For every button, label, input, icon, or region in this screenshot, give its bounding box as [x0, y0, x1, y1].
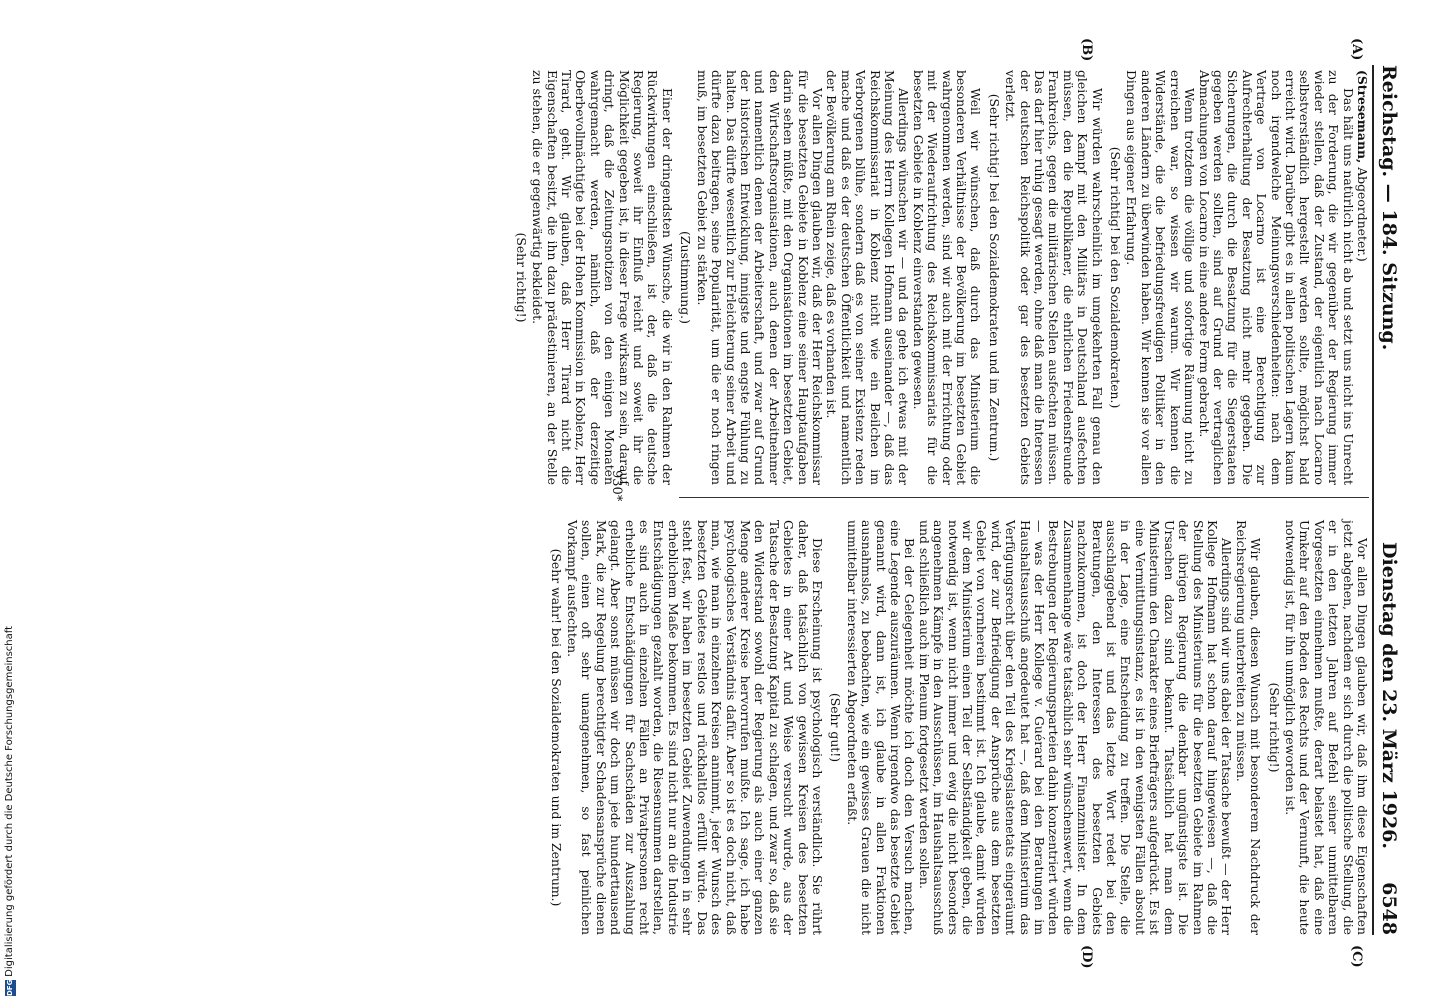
dfg-logo: DFG	[6, 979, 14, 996]
margin-mark-d: (D)	[1079, 945, 1094, 969]
margin-mark-b: (B)	[1079, 38, 1094, 62]
margin-mark-a: (A)	[1349, 38, 1364, 61]
side-note-text: Digitalisierung gefördert durch die Deutsche Forschungsgemeinschaft	[4, 625, 15, 977]
paragraph: Wenn trotzdem die völlige und sofortige Räumung nicht zu erreichen war, so wissen wir warum. Wir kennen die Widerstände, die die befriedungsfreudigen Politiker in den anderen Ländern zu überwinden haben. Wir kennen sie vor allen Dingen aus eigener Erfahrung.	[1124, 70, 1198, 485]
footer-number: 930*	[609, 470, 624, 502]
margin-mark-c: (C)	[1349, 945, 1364, 968]
paragraph: Weil wir wünschen, daß durch das Ministerium die besonderen Verhältnisse der Bevölkerung im besetzten Gebiet wahrgenommen werden, sind wir auch mit der Errichtung oder mit der Wiederaufrichtung des Reichskommissariats für die besetzten Gebiete in Koblenz einverstanden gewesen.	[910, 70, 984, 485]
column-divider	[679, 497, 1369, 498]
side-note	[4, 626, 16, 996]
interjection: (Sehr richtig!)	[513, 232, 529, 323]
right-column	[544, 520, 1369, 935]
paragraph: Bei der Gelegenheit möchte ich doch den Versuch machen, eine Legende auszuräumen. Wenn irgendwo das besetzte Gebiet genannt wird, dann ist, ich glaube in allen Fraktionen ausnahmslos, zu beobachten, wie ein gewisses Grauen die nicht unmittelbar interessierten Abgeordneten erfaßt.	[844, 520, 918, 935]
interjection: (Sehr richtig! bei den Sozialdemokraten.)	[1108, 146, 1124, 409]
page-number: 6548	[1378, 882, 1400, 935]
paragraph: Allerdings sind wir uns dabei der Tatsache bewußt — der Herr Kollege Hofmann hat schon darauf hingewiesen —, daß die Stellung des Ministeriums für die besetzten Gebiete im Rahmen der übrigen Regierung die denkbar ungünstigste ist. Die Ursachen dazu sind bekannt. Tatsächlich hat man dem Ministerium den Charakter eines Briefträgers aufgedrückt. Es ist eine Vermittlungsinstanz, es ist in den wenigsten Fällen absolut in der Lage, eine Entscheidung zu treffen. Die Stelle, die ausschlaggebend ist und das letzte Wort redet bei den Beratungen, den Interessen des besetzten Gebiets nachzukommen, ist doch der Herr Finanzminister. In dem Zusammenhange wäre tatsächlich sehr wünschenswert, wenn die Bestrebungen der Regierungsparteien dahin konzentriert würden — was der Herr Kollege v. Guérard bei den Beratungen im Haushaltsausschuß angedeutet hat —, daß dem Ministerium das Verfügungsrecht über den Teil des Kriegslastenetats eingeräumt wird, der zur Befriedigung der Ansprüche aus dem besetzten Gebiet von vornherein bestimmt ist. Ich glaube, damit würden wir dem Ministerium einen Teil der Selbständigkeit geben, die notwendig ist, wenn nicht immer und ewig die nicht besonders angenehmen Kämpfe in den Ausschüssen, im Haushaltsausschuß und schließlich auch im Plenum fortgesetzt werden sollen.	[916, 520, 1235, 935]
paragraph: Das hält uns natürlich nicht ab und setzt uns nicht ins Unrecht zu der Forderung, die wir gegenüber der Regierung immer wieder stellen, daß der Zustand, der eigentlich nach Locarno selbstverständlich hergestellt werden sollte, möglichst bald erreicht wird. Darüber gibt es in allen politischen Lagern kaum noch irgendwelche Meinungsverschiedenheiten: nach dem Vertrage von Locarno ist eine Berechtigung zur Aufrechterhaltung der Besatzung nicht mehr gegeben. Die Sicherungen, die durch die Besatzung für die Siegerstaaten gegeben werden sollten, sind auf Grund der vertraglichen Abmachungen von Locarno in eine andere Form gebracht.	[1196, 70, 1356, 485]
header-right-title	[1378, 542, 1400, 935]
paragraph: Allerdings wünschen wir — und da gehe ich etwas mit der Meinung des Herrn Kollegen Hofmann auseinander —, daß das Reichskommissariat in Koblenz nicht wie ein Beilchen im Verborgenen blühe, sondern daß es von seiner Existenz reden mache und daß es der deutschen Öffentlichkeit und namentlich der Bevölkerung am Rhein zeige, daß es vorhanden ist.	[824, 70, 912, 485]
paragraph: Vor allen Dingen glauben wir, daß ihm diese Eigenschaften jetzt abgehen, nachdem er sich durch die politische Stellung, die er in den letzten Jahren auf Befehl seiner unmittelbaren Vorgesetzten einnehmen mußte, derart belastet hat, daß eine Umkehr auf den Boden des Rechts und der Vernunft, die heute notwendig ist, für ihn unmöglich geworden ist.	[1282, 520, 1370, 935]
speaker-role: Abgeordneter.)	[1355, 167, 1370, 262]
paragraph: Wir glauben, diesen Wunsch mit besonderem Nachdruck der Reichsregierung unterbreiten zu müssen.	[1233, 520, 1264, 935]
interjection: (Sehr wahr! bei den Sozialdemokraten und im Zentrum.)	[548, 548, 564, 907]
paragraph: Einer der dringendsten Wünsche, die wir in den Rahmen der Rückwirkungen einschließen, ist der, daß die deutsche Regierung, soweit ihr Einfluß reicht und soweit ihr die Möglichkeit gegeben ist, in dieser Frage wirksam zu sein, darauf dringt, daß die Zeitungsnotizen von den einigen Monaten wahrgemacht werden, nämlich, daß der derzeitige Oberbevollmächtigte bei der Hohen Kommission in Koblenz, Herr Tirard, geht. Wir glauben, daß Herr Tirard nicht die Eigenschaften besitzt, die ihn dazu prädestinieren, an der Stelle zu stehen, die er gegenwärtig bekleidet.	[530, 70, 675, 485]
paragraph: Vor allen Dingen glauben wir, daß der Herr Reichskommissar für die besetzten Gebiete in Koblenz eine seiner Hauptaufgaben darin sehen müßte, mit den Organisationen im besetzten Gebiet, den Wirtschaftsorganisationen, auch denen der Arbeitnehmer und namentlich denen der Arbeiterschaft, und zwar auf Grund der historischen Entwicklung, innigste und engste Fühlung zu halten. Das dürfte wesentlich zur Erleichterung seiner Arbeit und dürfte dazu beitragen, seine Popularität, um die er noch ringen muß, im besetzten Gebiet zu stärken.	[694, 70, 825, 485]
speaker-name: (Stresemann,	[1355, 70, 1370, 164]
interjection: (Sehr richtig!)	[1266, 682, 1282, 773]
interjection: (Sehr gut!)	[828, 692, 844, 763]
header-date: Dienstag den 23. März 1926.	[1378, 542, 1400, 850]
paragraph: Diese Erscheinung ist psychologisch verständlich. Sie rührt daher, daß tatsächlich von gewissen Kreisen des besetzten Gebietes in einer Art und Weise versucht wurde, aus der Tatsache der Besatzung Kapital zu schlagen, und zwar so, daß sie den Widerstand sowohl der Regierung als auch einer ganzen Menge anderer Kreise hervorrufen mußte. Ich sage, ich habe psychologisches Verständnis dafür. Aber so ist es doch nicht, daß man, wie man in einzelnen Kreisen annimmt, jeder Wunsch des besetzten Gebietes restlos und rückhaltlos erfüllt würde. Das steht fest, wir haben im besetzten Gebiet Zuwendungen in sehr erheblichem Maße bekommen. Es sind nicht nur an die Industrie Entschädigungen gezahlt worden, die Riesensummen darstellen, es sind auch in einzelnen Fällen an Privatpersonen recht erhebliche Entschädigungen für Sachschäden zur Auszahlung gelangt. Aber sonst müssen wir doch um jede hunderttausend Mark, die zur Regelung berechtigter Schadensansprüche dienen sollen, einen oft sehr unangenehmen, so fast peinlichen Vorkampf ausfechten.	[565, 520, 825, 935]
header-left-title: Reichstag. — 184. Sitzung.	[1378, 65, 1400, 351]
document-page	[513, 0, 1434, 1000]
page-header	[1372, 65, 1404, 935]
interjection: (Sehr richtig! bei den Sozialdemokraten und im Zentrum.)	[986, 93, 1002, 462]
speaker-line	[1355, 70, 1369, 485]
left-column	[509, 70, 1369, 485]
paragraph: Wir würden wahrscheinlich im umgekehrten Fall genau den gleichen Kampf mit den Militärs in Deutschland ausfechten müssen, den die Republikaner, die ehrlichen Friedensfreunde Frankreichs, gegen die militärischen Stellen ausfechten müssen. Das darf hier ruhig gesagt werden, ohne daß man die Interessen der deutschen Reichspolitik oder gar des besetzten Gebiets verletzt.	[1003, 70, 1105, 485]
interjection: (Zustimmung.)	[678, 231, 694, 324]
